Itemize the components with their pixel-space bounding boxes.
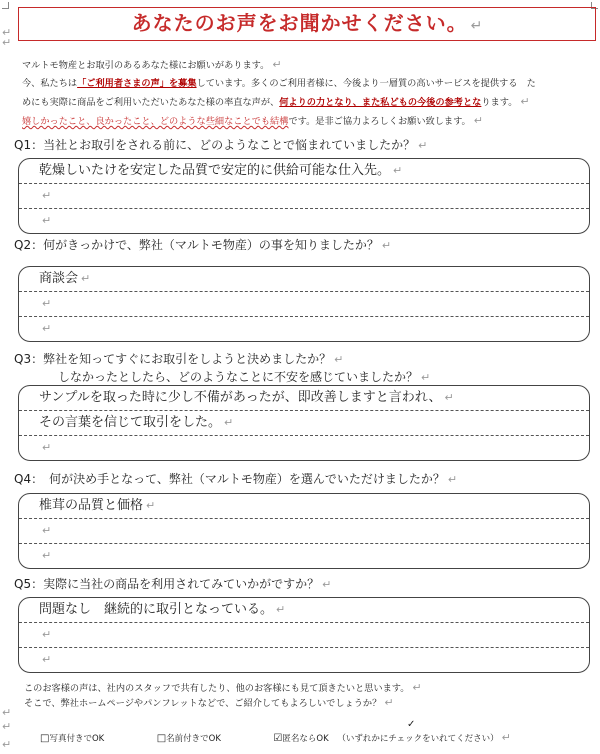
intro-line: 嬉しかったこと、良かったこと、どのような些細なことでも結構です。是非ご協力よろしくお願い致します。 ↵ <box>22 114 483 127</box>
answer-line[interactable]: ↵ <box>42 549 52 562</box>
question-1: Q1：当社とお取引をされる前に、どのようなことで悩まれていましたか？ ↵ <box>14 138 428 152</box>
consent-options: □写真付きでOK □名前付きでOK ☑匿名ならOK （いずれかにチェックをいれてください） ↵ <box>40 731 511 744</box>
answer-box-5[interactable] <box>18 597 590 673</box>
intro-red-text: 嬉しかったこと、良かったこと、どのような些細なことでも結構 <box>22 116 289 127</box>
answer-line[interactable]: ↵ <box>42 214 52 227</box>
paragraph-mark: ↵ <box>2 720 12 733</box>
intro-highlight: 「ご利用者さまの声」を募集 <box>77 78 197 89</box>
paragraph-mark: ↵ <box>470 18 483 34</box>
paragraph-mark: ↵ <box>2 36 12 49</box>
checkbox-checked-icon[interactable]: ☑ <box>273 733 283 744</box>
answer-line[interactable]: ↵ <box>42 441 52 454</box>
consent-line: このお客様の声は、社内のスタッフで共有したり、他のお客様にも見て頂きたいと思います。 ↵ <box>24 681 422 694</box>
intro-line: マルトモ物産とお取引のあるあなた様にお願いがあります。 ↵ <box>22 58 282 71</box>
answer-line[interactable]: その言葉を信じて取引をした。 ↵ <box>19 411 589 436</box>
intro-highlight: 何よりの力となり、また私どもの今後の参考とな <box>279 97 482 108</box>
page-title: あなたのお声をお聞かせください。 <box>131 11 468 35</box>
intro-line: めにも実際に商品をご利用いただいたあなた様の率直な声が、何よりの力となり、また私どもの今後の参考となります。 ↵ <box>22 95 530 108</box>
answer-line[interactable]: ↵ <box>42 653 52 666</box>
paragraph-mark: ↵ <box>2 738 12 751</box>
answer-box-1[interactable] <box>18 158 590 234</box>
question-2: Q2：何がきっかけで、弊社（マルトモ物産）の事を知りましたか？ ↵ <box>14 238 392 252</box>
option-name[interactable]: □名前付きでOK <box>156 733 221 744</box>
question-3: Q3：弊社を知ってすぐにお取引をしようと決めましたか？ ↵ <box>14 352 344 366</box>
answer-line[interactable]: ↵ <box>19 519 589 544</box>
title-banner <box>18 7 596 41</box>
question-3-sub: しなかったとしたら、どのようなことに不安を感じていましたか？ ↵ <box>58 370 431 384</box>
answer-line[interactable]: ↵ <box>19 184 589 209</box>
answer-line[interactable]: サンプルを取った時に少し不備があったが、即改善しますと言われ、 ↵ <box>19 386 589 411</box>
checkbox-icon[interactable]: □ <box>40 733 50 744</box>
option-photo[interactable]: □写真付きでOK <box>40 733 105 744</box>
paragraph-mark: ↵ <box>2 26 12 39</box>
checkbox-icon[interactable]: □ <box>156 733 167 744</box>
paragraph-mark: ↵ <box>2 706 12 719</box>
answer-line[interactable]: ↵ <box>19 292 589 317</box>
check-instruction: （いずれかにチェックをいれてください） <box>337 734 499 744</box>
consent-text <box>24 681 422 711</box>
answer-line[interactable]: ↵ <box>42 322 52 335</box>
question-4: Q4： 何が決め手となって、弊社（マルトモ物産）を選んでいただけましたか？ ↵ <box>14 472 458 486</box>
crop-mark <box>2 2 9 9</box>
answer-box-2[interactable] <box>18 266 590 342</box>
answer-line[interactable]: 椎茸の品質と価格 ↵ <box>19 494 589 519</box>
checkmark-icon: ✓ <box>407 719 416 730</box>
option-anonymous[interactable]: ☑匿名ならOK <box>273 733 329 744</box>
consent-line: そこで、弊社ホームページやパンフレットなどで、ご紹介してもよろしいでしょうか？ ↵ <box>24 696 394 709</box>
answer-line[interactable]: 商談会 ↵ <box>19 267 589 292</box>
answer-line[interactable]: ↵ <box>19 623 589 648</box>
answer-line[interactable]: 問題なし 継続的に取引となっている。 ↵ <box>19 598 589 623</box>
answer-box-3[interactable] <box>18 385 590 461</box>
intro-line: 今、私たちは「ご利用者さまの声」を募集しています。多くのご利用者様に、今後より一層質の高いサービスを提供する た <box>22 78 536 89</box>
answer-line[interactable]: 乾燥しいたけを安定した品質で安定的に供給可能な仕入先。 ↵ <box>19 159 589 184</box>
question-5: Q5：実際に当社の商品を利用されてみていかがですか？ ↵ <box>14 577 332 591</box>
intro-text <box>22 56 582 131</box>
answer-box-4[interactable] <box>18 493 590 569</box>
